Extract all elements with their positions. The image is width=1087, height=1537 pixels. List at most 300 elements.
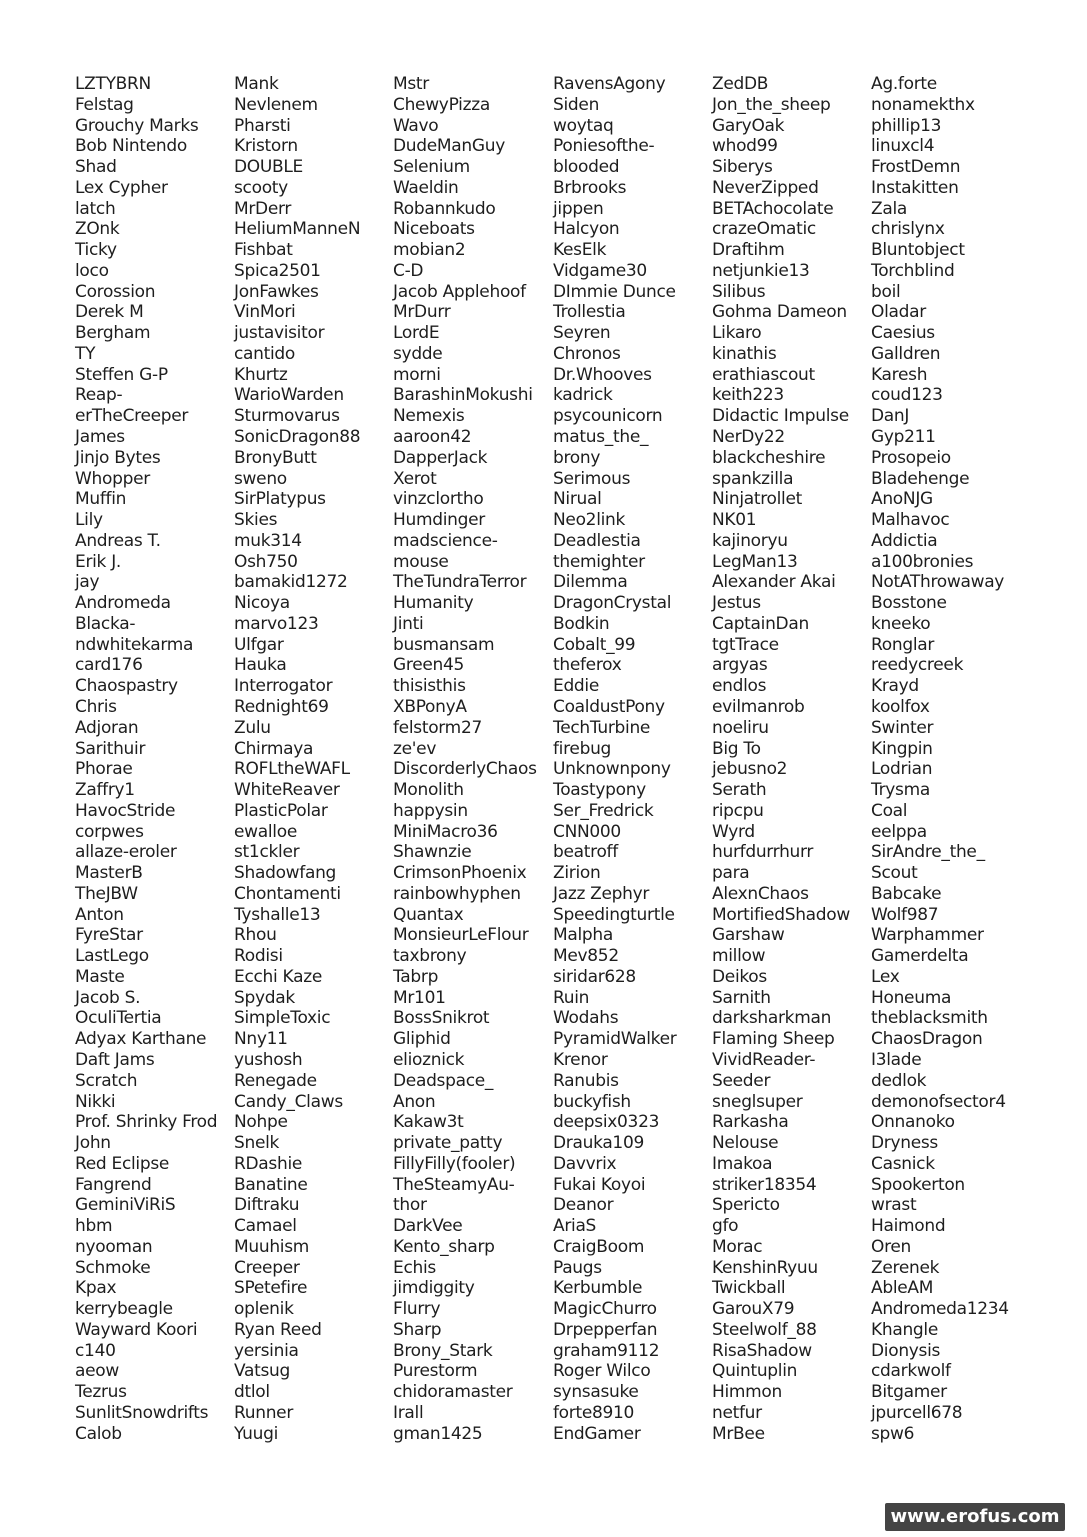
name-entry: Nohpe xyxy=(234,1112,288,1133)
name-entry: MrDerr xyxy=(234,198,292,219)
name-entry: Likaro xyxy=(712,323,762,344)
name-column-5 xyxy=(712,74,850,1445)
name-entry: Sarithuir xyxy=(75,738,146,759)
name-entry: gman1425 xyxy=(393,1423,483,1444)
name-entry: para xyxy=(712,863,750,884)
name-entry: kneeko xyxy=(871,613,931,634)
name-entry: WhiteReaver xyxy=(234,780,340,801)
name-entry: NK01 xyxy=(712,510,757,531)
name-entry: Babcake xyxy=(871,883,942,904)
name-entry: Ecchi Kaze xyxy=(234,966,322,987)
name-entry: Schmoke xyxy=(75,1257,151,1278)
name-entry: Maste xyxy=(75,966,125,987)
name-entry: Nirual xyxy=(553,489,602,510)
name-entry: CrimsonPhoenix xyxy=(393,863,527,884)
name-entry: CNN000 xyxy=(553,821,621,842)
name-entry: SunlitSnowdrifts xyxy=(75,1403,209,1423)
name-entry: Haimond xyxy=(871,1216,946,1237)
name-entry: Ruin xyxy=(553,987,590,1008)
name-entry: yersinia xyxy=(234,1340,299,1361)
name-entry: SimpleToxic xyxy=(234,1008,331,1029)
name-entry: Dilemma xyxy=(553,572,628,593)
name-entry: AbleAM xyxy=(871,1278,934,1299)
name-entry: Andromeda xyxy=(75,593,171,614)
name-entry: Seyren xyxy=(553,323,611,344)
name-entry: Lex xyxy=(871,966,900,987)
name-entry: Cobalt_99 xyxy=(553,634,636,655)
name-entry: Selenium xyxy=(393,157,470,178)
name-entry: LZTYBRN xyxy=(75,74,151,94)
name-entry: spankzilla xyxy=(712,468,794,489)
name-column-4 xyxy=(553,74,676,1445)
name-entry: ROFLtheWAFL xyxy=(234,759,350,780)
name-entry: Dryness xyxy=(871,1133,938,1154)
name-entry: Creeper xyxy=(234,1257,300,1278)
name-entry: MrDurr xyxy=(393,302,451,323)
name-entry: Big To xyxy=(712,738,761,759)
name-entry: reedycreek xyxy=(871,655,964,676)
name-entry: justavisitor xyxy=(234,323,325,344)
name-entry: John xyxy=(75,1133,111,1154)
name-entry: Vidgame30 xyxy=(553,260,647,281)
name-entry: theferox xyxy=(553,655,622,676)
name-entry: DanJ xyxy=(871,406,910,427)
name-entry: Chaospastry xyxy=(75,676,178,697)
name-entry: Bodkin xyxy=(553,613,610,634)
name-entry: kajinoryu xyxy=(712,530,788,551)
name-entry: Coal xyxy=(871,800,908,821)
name-entry: MasterB xyxy=(75,863,143,884)
name-entry: OculiTertia xyxy=(75,1008,162,1029)
name-entry: Ag.forte xyxy=(871,74,937,94)
name-entry: blackcheshire xyxy=(712,447,826,468)
name-entry: Irall xyxy=(393,1403,424,1423)
name-entry: Flurry xyxy=(393,1299,441,1320)
name-entry: Quantax xyxy=(393,904,464,925)
name-entry: Khurtz xyxy=(234,364,288,385)
name-entry: phillip13 xyxy=(871,115,942,136)
name-entry: Halcyon xyxy=(553,219,620,240)
name-entry: Anon xyxy=(393,1091,436,1112)
name-entry: BossSnikrot xyxy=(393,1008,490,1029)
name-entry: BronyButt xyxy=(234,447,317,468)
name-entry: allaze-eroler xyxy=(75,842,177,863)
name-entry: thor xyxy=(393,1195,427,1216)
name-entry: Osh750 xyxy=(234,551,298,572)
name-entry: Neo2link xyxy=(553,510,626,531)
name-entry: Red Eclipse xyxy=(75,1153,170,1174)
name-entry: GeminiViRiS xyxy=(75,1195,176,1216)
name-entry: Torchblind xyxy=(871,260,955,281)
name-entry: deepsix0323 xyxy=(553,1112,660,1133)
name-entry: Dr.Whooves xyxy=(553,364,652,385)
name-entry: Imakoa xyxy=(712,1153,773,1174)
name-entry: AriaS xyxy=(553,1216,597,1237)
name-entry: Siberys xyxy=(712,157,773,178)
name-entry: Mank xyxy=(234,74,279,94)
name-entry: Jacob Applehoof xyxy=(393,281,526,302)
name-entry: marvo123 xyxy=(234,613,319,634)
name-entry: muk314 xyxy=(234,530,302,551)
name-entry: Rhou xyxy=(234,925,277,946)
name-entry: crazeOmatic xyxy=(712,219,816,240)
name-entry: Tabrp xyxy=(393,966,439,987)
name-entry: Zerenek xyxy=(871,1257,940,1278)
name-entry: Skies xyxy=(234,510,278,531)
name-entry: elioznick xyxy=(393,1049,465,1070)
name-entry: Kakaw3t xyxy=(393,1112,464,1133)
name-entry: Humanity xyxy=(393,593,474,614)
name-entry: Kingpin xyxy=(871,738,933,759)
name-entry: endlos xyxy=(712,676,767,697)
name-entry: Gyp211 xyxy=(871,427,936,448)
name-entry: AlexnChaos xyxy=(712,883,809,904)
name-entry: taxbrony xyxy=(393,946,467,967)
name-entry: Fukai Koyoi xyxy=(553,1174,646,1195)
name-entry: mobian2 xyxy=(393,240,466,261)
name-entry: Twickball xyxy=(712,1278,786,1299)
name-entry: Blacka- xyxy=(75,613,136,634)
name-entry: Paugs xyxy=(553,1257,602,1278)
name-entry: Trollestia xyxy=(553,302,626,323)
name-entry: Krenor xyxy=(553,1049,608,1070)
name-entry: Ser_Fredrick xyxy=(553,800,654,821)
name-entry: Jazz Zephyr xyxy=(553,883,650,904)
name-entry: Erik J. xyxy=(75,551,122,572)
name-entry: tgtTrace xyxy=(712,634,779,655)
name-entry: NerDy22 xyxy=(712,427,785,448)
name-entry: Instakitten xyxy=(871,177,959,198)
name-entry: Krayd xyxy=(871,676,919,697)
name-entry: TheSteamyAu- xyxy=(393,1174,515,1195)
name-entry: SirAndre_the_ xyxy=(871,842,985,863)
name-entry: ndwhitekarma xyxy=(75,634,194,655)
name-entry: SPetefire xyxy=(234,1278,308,1299)
name-entry: Fishbat xyxy=(234,240,293,261)
name-entry: Toastypony xyxy=(553,780,646,801)
name-entry: Garshaw xyxy=(712,925,785,946)
name-entry: Purestorm xyxy=(393,1361,478,1382)
name-entry: themighter xyxy=(553,551,645,572)
name-entry: Karesh xyxy=(871,364,928,385)
name-column-2 xyxy=(234,74,360,1445)
name-entry: forte8910 xyxy=(553,1403,635,1423)
name-entry: Nny11 xyxy=(234,1029,288,1050)
name-entry: Bergham xyxy=(75,323,151,344)
name-entry: Andreas T. xyxy=(75,530,161,551)
name-column-6 xyxy=(871,74,1009,1445)
name-entry: Wayward Koori xyxy=(75,1319,198,1340)
name-entry: spw6 xyxy=(871,1423,915,1444)
name-entry: Himmon xyxy=(712,1382,783,1403)
name-entry: Malhavoc xyxy=(871,510,950,531)
name-entry: Seeder xyxy=(712,1070,771,1091)
name-entry: ChewyPizza xyxy=(393,94,490,115)
name-entry: jay xyxy=(75,572,100,593)
name-entry: Niceboats xyxy=(393,219,475,240)
name-entry: Rarkasha xyxy=(712,1112,789,1133)
name-entry: Siden xyxy=(553,94,600,115)
name-entry: DiscorderlyChaos xyxy=(393,759,537,780)
name-entry: Serath xyxy=(712,780,767,801)
name-entry: Flaming Sheep xyxy=(712,1029,835,1050)
name-entry: Sturmovarus xyxy=(234,406,340,427)
name-entry: Echis xyxy=(393,1257,436,1278)
name-entry: kinathis xyxy=(712,343,777,364)
name-entry: Poniesofthe- xyxy=(553,136,655,157)
name-entry: Steffen G-P xyxy=(75,364,168,385)
name-entry: DudeManGuy xyxy=(393,136,505,157)
name-entry: psycounicorn xyxy=(553,406,663,427)
name-entry: Steelwolf_88 xyxy=(712,1319,817,1340)
name-entry: NotAThrowaway xyxy=(871,572,1005,593)
name-entry: Deadspace_ xyxy=(393,1070,494,1091)
name-entry: JonFawkes xyxy=(234,281,319,302)
name-entry: Robannkudo xyxy=(393,198,496,219)
name-entry: SonicDragon88 xyxy=(234,427,361,448)
name-entry: Pharsti xyxy=(234,115,291,136)
name-entry: MagicChurro xyxy=(553,1299,657,1320)
name-entry: Candy_Claws xyxy=(234,1091,343,1112)
name-entry: MonsieurLeFlour xyxy=(393,925,529,946)
name-entry: linuxcl4 xyxy=(871,136,935,157)
name-entry: XBPonyA xyxy=(393,696,467,717)
name-entry: demonofsector4 xyxy=(871,1091,1006,1112)
name-entry: Ninjatrollet xyxy=(712,489,803,510)
name-entry: PyramidWalker xyxy=(553,1029,677,1050)
name-entry: Bluntobject xyxy=(871,240,965,261)
name-entry: Dionysis xyxy=(871,1340,941,1361)
name-entry: sweno xyxy=(234,468,287,489)
name-entry: Bob Nintendo xyxy=(75,136,187,157)
name-entry: Swinter xyxy=(871,717,934,738)
name-entry: Draftihm xyxy=(712,240,785,261)
name-entry: koolfox xyxy=(871,696,930,717)
name-entry: Drpepperfan xyxy=(553,1319,658,1340)
name-entry: private_patty xyxy=(393,1133,503,1154)
name-entry: hurfdurrhurr xyxy=(712,842,814,863)
name-entry: Waeldin xyxy=(393,177,459,198)
name-entry: kerrybeagle xyxy=(75,1299,173,1320)
name-entry: RDashie xyxy=(234,1153,303,1174)
name-entry: mouse xyxy=(393,551,449,572)
name-entry: aeow xyxy=(75,1361,119,1382)
name-entry: Runner xyxy=(234,1403,294,1423)
name-entry: synsasuke xyxy=(553,1382,639,1403)
name-entry: Brony_Stark xyxy=(393,1340,493,1361)
name-entry: VinMori xyxy=(234,302,296,323)
name-entry: Serimous xyxy=(553,468,631,489)
name-entry: Chris xyxy=(75,696,117,717)
name-entry: BETAchocolate xyxy=(712,198,834,219)
name-entry: TechTurbine xyxy=(553,717,651,738)
name-entry: DOUBLE xyxy=(234,157,303,178)
name-entry: sneglsuper xyxy=(712,1091,803,1112)
name-entry: Vatsug xyxy=(234,1361,291,1382)
name-entry: Ranubis xyxy=(553,1070,619,1091)
name-entry: Monolith xyxy=(393,780,464,801)
name-entry: Spookerton xyxy=(871,1174,965,1195)
name-entry: corpwes xyxy=(75,821,144,842)
name-entry: Phorae xyxy=(75,759,133,780)
name-entry: chidoramaster xyxy=(393,1382,513,1403)
name-entry: Rednight69 xyxy=(234,696,329,717)
name-entry: FillyFilly(fooler) xyxy=(393,1153,516,1174)
name-entry: woytaq xyxy=(553,115,614,136)
name-entry: Nemexis xyxy=(393,406,465,427)
name-entry: Prosopeio xyxy=(871,447,951,468)
name-entry: Daft Jams xyxy=(75,1049,155,1070)
name-entry: Adjoran xyxy=(75,717,139,738)
name-entry: morni xyxy=(393,364,441,385)
name-entry: Malpha xyxy=(553,925,613,946)
name-entry: c140 xyxy=(75,1340,116,1361)
name-entry: Roger Wilco xyxy=(553,1361,651,1382)
name-entry: Kerbumble xyxy=(553,1278,643,1299)
name-entry: Lodrian xyxy=(871,759,933,780)
name-entry: Zirion xyxy=(553,863,601,884)
name-entry: DarkVee xyxy=(393,1216,463,1237)
name-entry: jebusno2 xyxy=(712,759,788,780)
name-entry: Wavo xyxy=(393,115,439,136)
name-entry: dedlok xyxy=(871,1070,927,1091)
name-entry: vinzclortho xyxy=(393,489,484,510)
name-entry: Kpax xyxy=(75,1278,117,1299)
name-entry: Bitgamer xyxy=(871,1382,947,1403)
name-entry: Morac xyxy=(712,1236,763,1257)
name-entry: darksharkman xyxy=(712,1008,832,1029)
name-entry: theblacksmith xyxy=(871,1008,988,1029)
name-entry: ZedDB xyxy=(712,74,769,94)
name-entry: siridar628 xyxy=(553,966,636,987)
name-entry: Snelk xyxy=(234,1133,280,1154)
name-entry: I3lade xyxy=(871,1049,922,1070)
name-entry: CraigBoom xyxy=(553,1236,645,1257)
name-entry: Didactic Impulse xyxy=(712,406,849,427)
name-entry: LegMan13 xyxy=(712,551,798,572)
watermark: www.erofus.com xyxy=(885,1503,1065,1531)
name-entry: Chontamenti xyxy=(234,883,341,904)
name-entry: MrBee xyxy=(712,1423,765,1444)
name-entry: hbm xyxy=(75,1216,113,1237)
name-entry: Spydak xyxy=(234,987,295,1008)
name-entry: CoaldustPony xyxy=(553,696,665,717)
name-entry: Humdinger xyxy=(393,510,485,531)
name-entry: coud123 xyxy=(871,385,943,406)
name-entry: NeverZipped xyxy=(712,177,819,198)
name-entry: Zaffry1 xyxy=(75,780,135,801)
name-entry: DragonCrystal xyxy=(553,593,672,614)
name-entry: Oladar xyxy=(871,302,926,323)
name-entry: Hauka xyxy=(234,655,287,676)
name-entry: Honeuma xyxy=(871,987,952,1008)
name-entry: Interrogator xyxy=(234,676,333,697)
name-entry: TheTundraTerror xyxy=(393,572,527,593)
name-entry: Gliphid xyxy=(393,1029,451,1050)
name-entry: Davvrix xyxy=(553,1153,617,1174)
name-entry: chrislynx xyxy=(871,219,945,240)
name-entry: AnoNJG xyxy=(871,489,933,510)
name-entry: Shawnzie xyxy=(393,842,472,863)
name-entry: Deadlestia xyxy=(553,530,641,551)
name-entry: PlasticPolar xyxy=(234,800,328,821)
name-entry: Zala xyxy=(871,198,908,219)
name-entry: Deikos xyxy=(712,966,767,987)
name-entry: Felstag xyxy=(75,94,134,115)
name-entry: Scout xyxy=(871,863,918,884)
name-entry: Muuhism xyxy=(234,1236,310,1257)
name-entry: Nicoya xyxy=(234,593,290,614)
name-entry: happysin xyxy=(393,800,468,821)
name-entry: WarioWarden xyxy=(234,385,344,406)
name-entry: aaroon42 xyxy=(393,427,472,448)
name-entry: Wyrd xyxy=(712,821,755,842)
name-entry: DapperJack xyxy=(393,447,488,468)
name-entry: Alexander Akai xyxy=(712,572,836,593)
name-entry: Unknownpony xyxy=(553,759,671,780)
name-entry: LordE xyxy=(393,323,440,344)
name-entry: bamakid1272 xyxy=(234,572,348,593)
name-entry: Chronos xyxy=(553,343,621,364)
name-entry: millow xyxy=(712,946,766,967)
name-entry: Mstr xyxy=(393,74,429,94)
name-entry: jimdiggity xyxy=(393,1278,475,1299)
name-entry: Whopper xyxy=(75,468,150,489)
name-entry: Prof. Shrinky Frod xyxy=(75,1112,218,1133)
name-entry: Muffin xyxy=(75,489,127,510)
name-entry: Shadowfang xyxy=(234,863,337,884)
name-entry: Eddie xyxy=(553,676,600,697)
name-entry: Bosstone xyxy=(871,593,947,614)
name-entry: card176 xyxy=(75,655,143,676)
name-entry: Casnick xyxy=(871,1153,935,1174)
name-entry: jpurcell678 xyxy=(871,1403,963,1423)
name-entry: keith223 xyxy=(712,385,784,406)
name-entry: Kento_sharp xyxy=(393,1236,495,1257)
name-entry: Caesius xyxy=(871,323,935,344)
name-entry: rainbowhyphen xyxy=(393,883,521,904)
name-entry: Camael xyxy=(234,1216,297,1237)
name-entry: whod99 xyxy=(712,136,778,157)
name-entry: HavocStride xyxy=(75,800,176,821)
name-entry: Kristorn xyxy=(234,136,298,157)
name-entry: loco xyxy=(75,260,109,281)
name-entry: TY xyxy=(75,343,96,364)
name-entry: Chirmaya xyxy=(234,738,314,759)
name-entry: GaryOak xyxy=(712,115,785,136)
name-column-3 xyxy=(393,74,537,1445)
name-entry: Ronglar xyxy=(871,634,935,655)
name-entry: ripcpu xyxy=(712,800,764,821)
name-entry: FyreStar xyxy=(75,925,143,946)
name-entry: Xerot xyxy=(393,468,437,489)
name-entry: sydde xyxy=(393,343,443,364)
name-entry: erTheCreeper xyxy=(75,406,189,427)
name-entry: oplenik xyxy=(234,1299,294,1320)
name-entry: LastLego xyxy=(75,946,149,967)
name-entry: eelppa xyxy=(871,821,927,842)
name-entry: Quintuplin xyxy=(712,1361,798,1382)
name-entry: kadrick xyxy=(553,385,613,406)
name-entry: firebug xyxy=(553,738,612,759)
name-entry: blooded xyxy=(553,157,620,178)
name-entry: Anton xyxy=(75,904,124,925)
name-entry: thisisthis xyxy=(393,676,466,697)
name-entry: C-D xyxy=(393,260,424,281)
name-entry: Gamerdelta xyxy=(871,946,969,967)
name-entry: ze'ev xyxy=(393,738,437,759)
name-entry: matus_the_ xyxy=(553,427,649,448)
